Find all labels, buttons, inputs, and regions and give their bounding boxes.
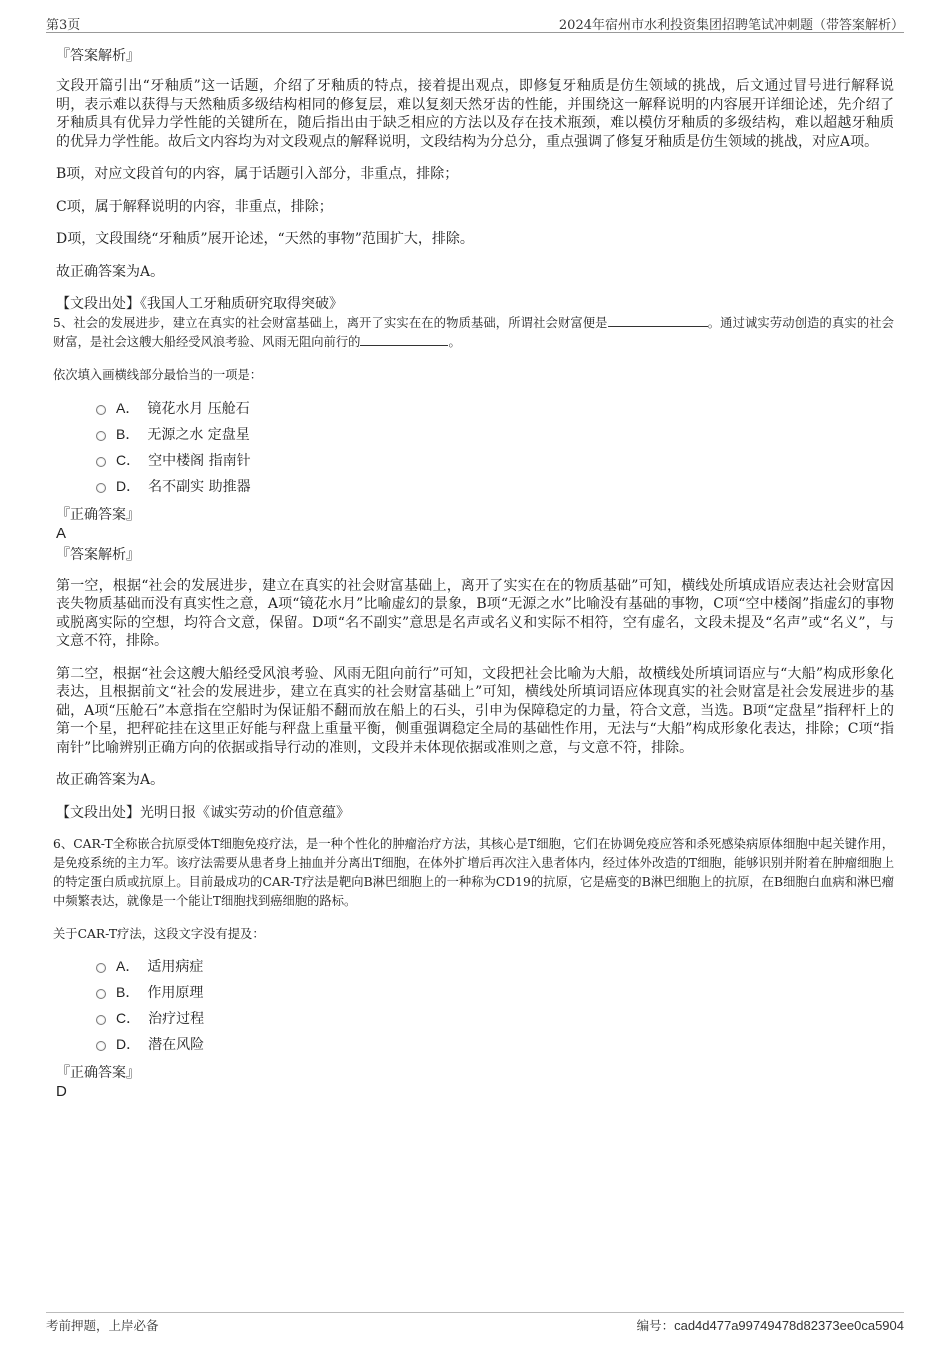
q6-stem-text: CAR-T全称嵌合抗原受体T细胞免疫疗法，是一种个性化的肿瘤治疗方法，其核心是T细胞，它们在协调免疫应答和杀死感染病原体细胞中起关键作用，是免疫系统的主力军。该疗法需要从患者身上抽血并分离出T细胞，在体外扩增后再次注入患者体内，经过体外改造的T细胞，能够识别并附着在肿瘤细胞上的特定蛋白质或抗原上。目前最成功的CAR-T疗法是靶向B淋巴细胞上的一种称为CD19的抗原，它是癌变的B淋巴细胞上的抗原，在B细胞白血病和淋巴瘤中频繁表达，就像是一个能让T细胞找到癌细胞的路标。 — [53, 837, 894, 908]
q6-option-a[interactable]: A． 适用病症 — [96, 953, 894, 979]
q4-source: 【文段出处】《我国人工牙釉质研究取得突破》 — [56, 296, 343, 312]
page-content — [53, 46, 894, 1101]
q5-prompt: 依次填入画横线部分最恰当的一项是： — [53, 367, 263, 382]
q5-correct-label: 『正确答案』 — [56, 506, 140, 523]
q6-option-d[interactable]: D． 潜在风险 — [96, 1031, 894, 1057]
q5-analysis-label: 『答案解析』 — [56, 546, 140, 563]
q4-analysis-paragraph: 文段开篇引出“牙釉质”这一话题，介绍了牙釉质的特点，接着提出观点，即修复牙釉质是仿生领域的挑战，后文通过冒号进行解释说明，表示难以获得与天然釉质多级结构相同的修复层，难以复刻天然牙齿的性能，并围绕这一解释说明的内容展开详细论述，先介绍了牙釉质具有优异力学性能的关键所在，随后指出由于缺乏相应的方法以及存在技术瓶颈，难以模仿牙釉质的多级结构，难以超越牙釉质的优异力学性能。故后文内容均为对文段观点的解释说明，文段结构为分总分，重点强调了修复牙釉质是仿生领域的挑战，对应A项。 — [56, 78, 894, 150]
radio-icon[interactable] — [96, 1015, 106, 1025]
radio-icon[interactable] — [96, 1041, 106, 1051]
radio-icon[interactable] — [96, 405, 106, 415]
q5-analysis-paragraph: 第二空，根据“社会这艘大船经受风浪考验、风雨无阻向前行”可知，文段把社会比喻为大船，故横线处所填词语应与“大船”构成形象化表达，且根据前文“社会的发展进步，建立在真实的社会财富基础上”可知，横线处所填词语应体现真实的社会财富是社会发展进步的基础，A项“压舱石”本意指在空船时为保证船不翻而放在船上的石头，引申为保障稳定的力量，符合文意，当选。B项“定盘星”指秤杆上的第一个星，把秤砣挂在这里正好能与秤盘上重量平衡，侧重强调稳定全局的基础性作用，无法与“大船”构成形象化表达，排除；C项“指南针”比喻辨别正确方向的依据或指导行动的准则，文段并未体现依据或准则之意，与文意不符，排除。 — [56, 665, 894, 756]
q6-prompt: 关于CAR-T疗法，这段文字没有提及： — [53, 927, 265, 941]
radio-icon[interactable] — [96, 457, 106, 467]
page-header — [46, 12, 904, 33]
page-number: 第3页 — [46, 18, 81, 33]
q5-analysis-paragraph: 第一空，根据“社会的发展进步，建立在真实的社会财富基础上，离开了实实在在的物质基础”可知，横线处所填成语应表达社会财富因丧失物质基础而没有真实性之意，A项“镜花水月”比喻虚幻的景象，B项“无源之水”比喻没有基础的事物，C项“空中楼阁”指虚幻的事物或脱离实际的空想，均符合文意，保留。D项“名不副实”意思是名声或名义和实际不相符，空有虚名，文段未提及“名声”或“名义”，与文意不符，排除。 — [56, 577, 894, 649]
radio-icon[interactable] — [96, 483, 106, 493]
q6-option-b[interactable]: B． 作用原理 — [96, 979, 894, 1005]
q4-analysis-paragraph: D项，文段围绕“牙釉质”展开论述，“天然的事物”范围扩大，排除。 — [56, 231, 474, 247]
q5-source: 【文段出处】光明日报《诚实劳动的价值意蕴》 — [56, 804, 350, 821]
q5-stem-part3: 。 — [448, 334, 461, 349]
code-label: 编号： — [636, 1318, 675, 1333]
q5-option-a[interactable]: A． 镜花水月 压舱石 — [96, 395, 894, 421]
q4-analysis-paragraph: B项，对应文段首句的内容，属于话题引入部分，非重点，排除； — [56, 166, 459, 182]
q5-option-d[interactable]: D． 名不副实 助推器 — [96, 473, 894, 499]
radio-icon[interactable] — [96, 963, 106, 973]
q6-number: 6、 — [53, 837, 74, 851]
q5-conclusion: 故正确答案为A。 — [56, 772, 165, 788]
q5-blank-2 — [360, 333, 448, 346]
q4-analysis-paragraph: C项，属于解释说明的内容，非重点，排除； — [56, 198, 333, 215]
q6-option-c[interactable]: C． 治疗过程 — [96, 1005, 894, 1031]
code-value: cad4d477a99749478d82373ee0ca5904 — [674, 1318, 904, 1333]
q5-blank-1 — [608, 314, 708, 327]
q5-options — [56, 395, 894, 499]
q5-option-b[interactable]: B． 无源之水 定盘星 — [96, 421, 894, 447]
q6-options — [56, 953, 894, 1057]
q5-stem-part2: 。通过诚实劳动创造的真实的社会财富，是社会这艘大船经受风浪考验、风雨无阻向前行的 — [53, 315, 894, 349]
radio-icon[interactable] — [96, 431, 106, 441]
q5-stem-part1: 社会的发展进步，建立在真实的社会财富基础上，离开了实实在在的物质基础，所谓社会财富便是 — [73, 315, 608, 330]
document-code — [637, 1316, 904, 1334]
document-title: 2024年宿州市水利投资集团招聘笔试冲刺题（带答案解析） — [558, 18, 904, 33]
radio-icon[interactable] — [96, 989, 106, 999]
q5-stem — [53, 314, 894, 352]
q6-answer: D — [56, 1083, 67, 1100]
q4-conclusion: 故正确答案为A。 — [56, 263, 165, 280]
q5-number: 5、 — [53, 315, 74, 330]
q5-option-c[interactable]: C． 空中楼阁 指南针 — [96, 447, 894, 473]
q5-answer: A — [56, 524, 67, 542]
q6-stem — [53, 835, 894, 911]
footer-slogan: 考前押题，上岸必备 — [46, 1318, 159, 1333]
q4-analysis-label: 『答案解析』 — [56, 48, 140, 64]
q6-correct-label: 『正确答案』 — [56, 1065, 140, 1081]
page-footer — [46, 1312, 904, 1335]
